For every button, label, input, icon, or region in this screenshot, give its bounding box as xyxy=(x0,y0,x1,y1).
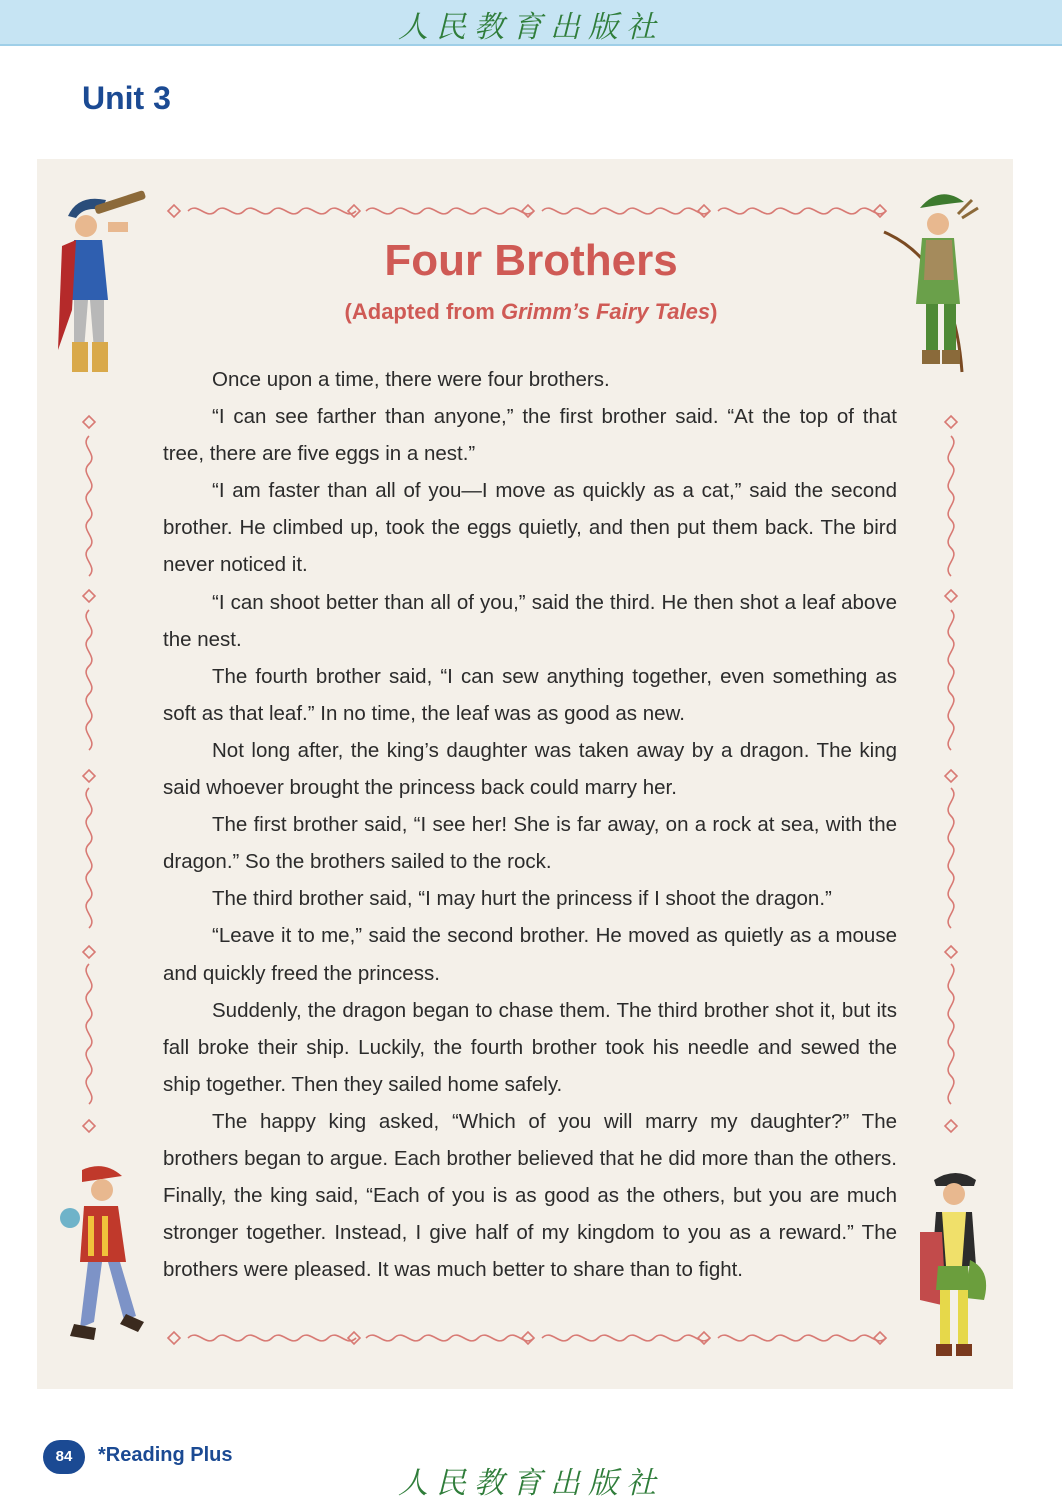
story-paragraph-3: “I am faster than all of you—I move as quickly as a cat,” said the second brother. He climbed up, took the eggs quietly, and then put them back. The bird never noticed it. xyxy=(163,479,897,577)
running-brother-icon xyxy=(44,1160,156,1360)
subtitle-suffix: ) xyxy=(710,299,718,324)
story-paragraph-10: Suddenly, the dragon began to chase them. The third brother shot it, but its fall broke their ship. Luckily, the fourth brother took his needle and sewed the ship together. Then they sailed home safely. xyxy=(163,998,897,1096)
story-paragraph-11: The happy king asked, “Which of you will marry my daughter?” The brothers began to argue. Each brother believed that he did more than the others. Finally, the king said, “Each of you is as good as the others, but you are much stronger together. Instead, I give half of my kingdom to you as a reward.” The brothers were pleased. It was much better to share than to fight. xyxy=(163,1109,897,1282)
story-subtitle xyxy=(0,299,1062,325)
story-body xyxy=(163,361,897,1288)
left-ornament-border xyxy=(77,414,101,1134)
publisher-logo-top: 人民教育出版社 xyxy=(398,10,664,45)
story-paragraph-7: The first brother said, “I see her! She is far away, on a rock at sea, with the dragon.” So the brothers sailed to the rock. xyxy=(163,813,897,874)
story-paragraph-5: The fourth brother said, “I can sew anything together, even something as soft as that leaf.” In no time, the leaf was as good as new. xyxy=(163,664,897,725)
right-ornament-border xyxy=(939,414,963,1134)
top-ornament-border xyxy=(160,199,900,223)
story-paragraph-6: Not long after, the king’s daughter was taken away by a dragon. The king said whoever brought the princess back could marry her. xyxy=(163,738,897,800)
story-paragraph-9: “Leave it to me,” said the second brother. He moved as quietly as a mouse and quickly freed the princess. xyxy=(163,924,897,985)
story-paragraph-1: Once upon a time, there were four brothers. xyxy=(212,368,610,391)
subtitle-prefix: (Adapted from xyxy=(344,299,501,324)
subtitle-book-title: Grimm’s Fairy Tales xyxy=(501,299,711,324)
story-paragraph-2: “I can see farther than anyone,” the first brother said. “At the top of that tree, there are five eggs in a nest.” xyxy=(163,405,897,466)
unit-title: Unit 3 xyxy=(82,80,171,116)
page-number-badge: 84 xyxy=(43,1440,85,1474)
story-paragraph-4: “I can shoot better than all of you,” said the third. He then shot a leaf above the nest. xyxy=(163,590,897,651)
story-paragraph-8: The third brother said, “I may hurt the princess if I shoot the dragon.” xyxy=(212,887,832,911)
story-title: Four Brothers xyxy=(384,236,678,285)
section-name: *Reading Plus xyxy=(98,1444,233,1466)
publisher-logo-bottom: 人民教育出版社 xyxy=(398,1466,664,1501)
tailor-brother-icon xyxy=(906,1160,1008,1372)
bottom-ornament-border xyxy=(160,1326,900,1350)
